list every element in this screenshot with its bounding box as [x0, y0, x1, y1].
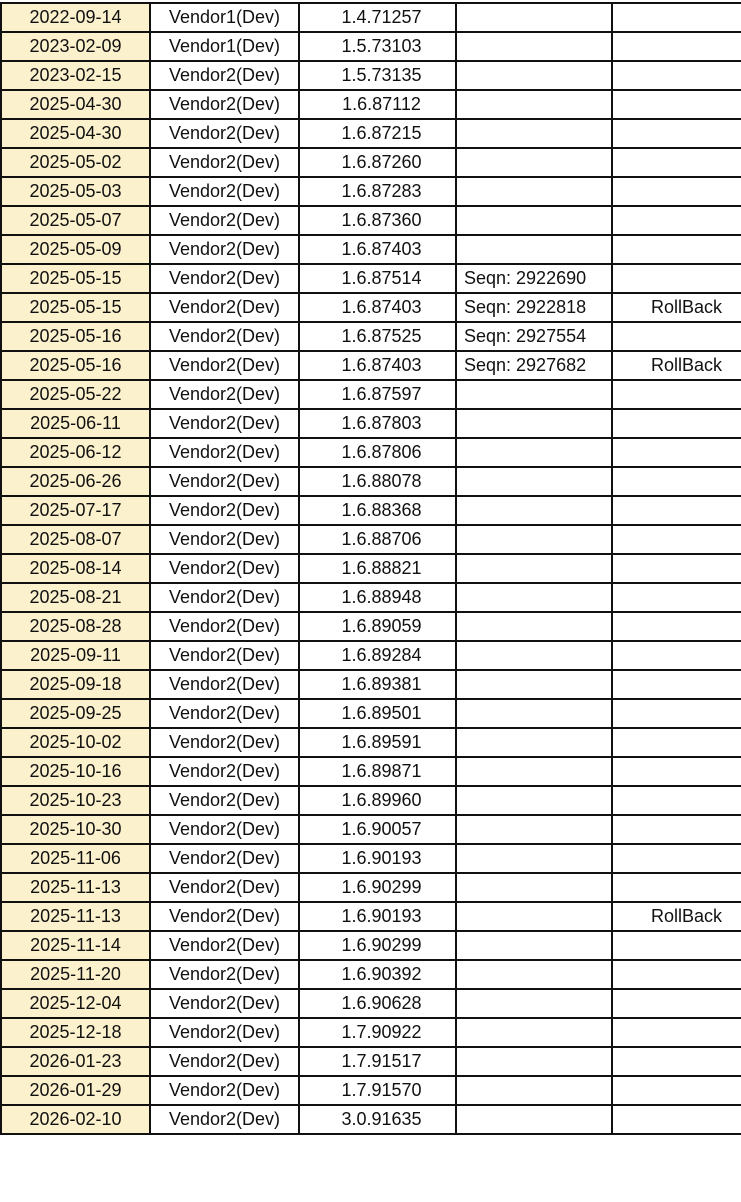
note-cell: [456, 90, 612, 119]
table-row: [1, 931, 741, 960]
table-row: [1, 612, 741, 641]
version-cell: 1.6.90193: [299, 844, 456, 873]
version-cell: 1.5.73103: [299, 32, 456, 61]
table-row: [1, 322, 741, 351]
version-cell: 1.7.91517: [299, 1047, 456, 1076]
flag-cell: [612, 931, 741, 960]
flag-cell: [612, 612, 741, 641]
flag-cell: [612, 235, 741, 264]
flag-cell: RollBack: [612, 351, 741, 380]
vendor-cell: Vendor2(Dev): [150, 1018, 299, 1047]
version-cell: 1.6.87112: [299, 90, 456, 119]
flag-cell: [612, 322, 741, 351]
note-cell: [456, 235, 612, 264]
date-cell: 2025-05-15: [1, 264, 150, 293]
date-cell: 2025-08-14: [1, 554, 150, 583]
version-cell: 1.6.87260: [299, 148, 456, 177]
date-cell: 2025-05-02: [1, 148, 150, 177]
table-row: [1, 786, 741, 815]
table-row: [1, 264, 741, 293]
vendor-cell: Vendor2(Dev): [150, 177, 299, 206]
flag-cell: [612, 670, 741, 699]
flag-cell: [612, 786, 741, 815]
version-cell: 1.4.71257: [299, 3, 456, 32]
note-cell: [456, 32, 612, 61]
date-cell: 2025-05-22: [1, 380, 150, 409]
flag-cell: [612, 3, 741, 32]
date-cell: 2026-01-29: [1, 1076, 150, 1105]
date-cell: 2025-12-18: [1, 1018, 150, 1047]
date-cell: 2025-08-07: [1, 525, 150, 554]
version-cell: 3.0.91635: [299, 1105, 456, 1134]
table-row: [1, 525, 741, 554]
flag-cell: [612, 264, 741, 293]
date-cell: 2025-10-30: [1, 815, 150, 844]
table-row: [1, 438, 741, 467]
date-cell: 2025-05-16: [1, 322, 150, 351]
vendor-cell: Vendor2(Dev): [150, 1105, 299, 1134]
note-cell: [456, 409, 612, 438]
version-cell: 1.6.89871: [299, 757, 456, 786]
version-cell: 1.6.88948: [299, 583, 456, 612]
vendor-cell: Vendor2(Dev): [150, 844, 299, 873]
release-table-body: [1, 3, 741, 1134]
table-row: [1, 148, 741, 177]
table-row: [1, 235, 741, 264]
vendor-cell: Vendor2(Dev): [150, 641, 299, 670]
date-cell: 2025-06-11: [1, 409, 150, 438]
flag-cell: [612, 1018, 741, 1047]
table-row: [1, 351, 741, 380]
date-cell: 2025-11-20: [1, 960, 150, 989]
version-cell: 1.6.88368: [299, 496, 456, 525]
version-cell: 1.7.91570: [299, 1076, 456, 1105]
table-row: [1, 1076, 741, 1105]
date-cell: 2025-06-26: [1, 467, 150, 496]
vendor-cell: Vendor2(Dev): [150, 1047, 299, 1076]
version-cell: 1.5.73135: [299, 61, 456, 90]
date-cell: 2025-12-04: [1, 989, 150, 1018]
version-cell: 1.6.87597: [299, 380, 456, 409]
vendor-cell: Vendor2(Dev): [150, 119, 299, 148]
date-cell: 2025-05-15: [1, 293, 150, 322]
note-cell: [456, 960, 612, 989]
flag-cell: [612, 61, 741, 90]
flag-cell: [612, 525, 741, 554]
vendor-cell: Vendor2(Dev): [150, 728, 299, 757]
flag-cell: RollBack: [612, 293, 741, 322]
version-cell: 1.6.90193: [299, 902, 456, 931]
note-cell: [456, 380, 612, 409]
table-row: [1, 3, 741, 32]
table-row: [1, 293, 741, 322]
version-cell: 1.6.88821: [299, 554, 456, 583]
date-cell: 2025-11-13: [1, 873, 150, 902]
flag-cell: [612, 467, 741, 496]
note-cell: [456, 61, 612, 90]
table-row: [1, 960, 741, 989]
note-cell: [456, 612, 612, 641]
flag-cell: [612, 989, 741, 1018]
vendor-cell: Vendor2(Dev): [150, 438, 299, 467]
table-row: [1, 699, 741, 728]
flag-cell: [612, 496, 741, 525]
version-cell: 1.6.89591: [299, 728, 456, 757]
flag-cell: [612, 32, 741, 61]
flag-cell: [612, 380, 741, 409]
flag-cell: [612, 119, 741, 148]
vendor-cell: Vendor2(Dev): [150, 264, 299, 293]
flag-cell: [612, 1047, 741, 1076]
vendor-cell: Vendor2(Dev): [150, 90, 299, 119]
vendor-cell: Vendor2(Dev): [150, 380, 299, 409]
flag-cell: [612, 90, 741, 119]
date-cell: 2025-10-23: [1, 786, 150, 815]
version-cell: 1.6.88078: [299, 467, 456, 496]
table-row: [1, 554, 741, 583]
table-row: [1, 119, 741, 148]
note-cell: Seqn: 2927682: [456, 351, 612, 380]
note-cell: [456, 1018, 612, 1047]
flag-cell: [612, 1076, 741, 1105]
date-cell: 2025-11-13: [1, 902, 150, 931]
note-cell: [456, 3, 612, 32]
vendor-cell: Vendor2(Dev): [150, 960, 299, 989]
note-cell: [456, 699, 612, 728]
date-cell: 2025-04-30: [1, 90, 150, 119]
version-cell: 1.6.87215: [299, 119, 456, 148]
date-cell: 2023-02-15: [1, 61, 150, 90]
table-row: [1, 641, 741, 670]
version-cell: 1.6.89381: [299, 670, 456, 699]
flag-cell: [612, 757, 741, 786]
date-cell: 2025-10-02: [1, 728, 150, 757]
table-row: [1, 757, 741, 786]
version-cell: 1.6.89284: [299, 641, 456, 670]
vendor-cell: Vendor2(Dev): [150, 931, 299, 960]
version-cell: 1.6.87403: [299, 293, 456, 322]
table-row: [1, 1105, 741, 1134]
table-row: [1, 61, 741, 90]
date-cell: 2025-04-30: [1, 119, 150, 148]
version-cell: 1.6.87514: [299, 264, 456, 293]
date-cell: 2023-02-09: [1, 32, 150, 61]
table-row: [1, 815, 741, 844]
flag-cell: [612, 728, 741, 757]
date-cell: 2025-08-28: [1, 612, 150, 641]
vendor-cell: Vendor2(Dev): [150, 148, 299, 177]
date-cell: 2025-09-18: [1, 670, 150, 699]
note-cell: [456, 177, 612, 206]
vendor-cell: Vendor2(Dev): [150, 467, 299, 496]
vendor-cell: Vendor2(Dev): [150, 1076, 299, 1105]
flag-cell: RollBack: [612, 902, 741, 931]
note-cell: [456, 583, 612, 612]
flag-cell: [612, 844, 741, 873]
version-cell: 1.6.90299: [299, 931, 456, 960]
vendor-cell: Vendor1(Dev): [150, 3, 299, 32]
vendor-cell: Vendor2(Dev): [150, 583, 299, 612]
date-cell: 2025-10-16: [1, 757, 150, 786]
version-cell: 1.6.88706: [299, 525, 456, 554]
note-cell: [456, 119, 612, 148]
table-row: [1, 467, 741, 496]
flag-cell: [612, 873, 741, 902]
note-cell: [456, 728, 612, 757]
date-cell: 2025-07-17: [1, 496, 150, 525]
flag-cell: [612, 699, 741, 728]
flag-cell: [612, 409, 741, 438]
note-cell: [456, 873, 612, 902]
table-row: [1, 380, 741, 409]
table-row: [1, 989, 741, 1018]
note-cell: Seqn: 2927554: [456, 322, 612, 351]
date-cell: 2022-09-14: [1, 3, 150, 32]
note-cell: [456, 554, 612, 583]
flag-cell: [612, 177, 741, 206]
table-row: [1, 728, 741, 757]
release-table: [0, 2, 741, 1135]
note-cell: Seqn: 2922690: [456, 264, 612, 293]
date-cell: 2025-09-25: [1, 699, 150, 728]
date-cell: 2025-11-14: [1, 931, 150, 960]
note-cell: [456, 815, 612, 844]
vendor-cell: Vendor2(Dev): [150, 699, 299, 728]
vendor-cell: Vendor2(Dev): [150, 989, 299, 1018]
vendor-cell: Vendor2(Dev): [150, 206, 299, 235]
table-row: [1, 902, 741, 931]
version-cell: 1.6.87806: [299, 438, 456, 467]
note-cell: [456, 757, 612, 786]
vendor-cell: Vendor2(Dev): [150, 902, 299, 931]
table-row: [1, 583, 741, 612]
vendor-cell: Vendor2(Dev): [150, 873, 299, 902]
note-cell: [456, 496, 612, 525]
note-cell: [456, 525, 612, 554]
version-cell: 1.6.90057: [299, 815, 456, 844]
vendor-cell: Vendor2(Dev): [150, 554, 299, 583]
table-row: [1, 1047, 741, 1076]
version-cell: 1.6.87403: [299, 235, 456, 264]
version-cell: 1.6.87283: [299, 177, 456, 206]
table-row: [1, 206, 741, 235]
vendor-cell: Vendor2(Dev): [150, 293, 299, 322]
date-cell: 2025-06-12: [1, 438, 150, 467]
date-cell: 2025-09-11: [1, 641, 150, 670]
table-row: [1, 177, 741, 206]
note-cell: [456, 931, 612, 960]
vendor-cell: Vendor2(Dev): [150, 322, 299, 351]
date-cell: 2025-11-06: [1, 844, 150, 873]
vendor-cell: Vendor2(Dev): [150, 815, 299, 844]
version-cell: 1.6.87803: [299, 409, 456, 438]
note-cell: [456, 902, 612, 931]
table-row: [1, 1018, 741, 1047]
version-cell: 1.6.87403: [299, 351, 456, 380]
note-cell: [456, 148, 612, 177]
vendor-cell: Vendor2(Dev): [150, 351, 299, 380]
version-cell: 1.6.90299: [299, 873, 456, 902]
note-cell: [456, 786, 612, 815]
table-row: [1, 670, 741, 699]
note-cell: [456, 438, 612, 467]
flag-cell: [612, 554, 741, 583]
flag-cell: [612, 438, 741, 467]
vendor-cell: Vendor2(Dev): [150, 235, 299, 264]
date-cell: 2025-05-03: [1, 177, 150, 206]
version-cell: 1.6.87360: [299, 206, 456, 235]
flag-cell: [612, 960, 741, 989]
note-cell: [456, 670, 612, 699]
note-cell: [456, 206, 612, 235]
date-cell: 2025-08-21: [1, 583, 150, 612]
date-cell: 2025-05-07: [1, 206, 150, 235]
table-row: [1, 496, 741, 525]
version-cell: 1.6.90392: [299, 960, 456, 989]
version-cell: 1.7.90922: [299, 1018, 456, 1047]
table-row: [1, 32, 741, 61]
date-cell: 2025-05-16: [1, 351, 150, 380]
date-cell: 2026-01-23: [1, 1047, 150, 1076]
version-cell: 1.6.87525: [299, 322, 456, 351]
vendor-cell: Vendor2(Dev): [150, 496, 299, 525]
flag-cell: [612, 1105, 741, 1134]
flag-cell: [612, 815, 741, 844]
version-cell: 1.6.89501: [299, 699, 456, 728]
flag-cell: [612, 641, 741, 670]
note-cell: Seqn: 2922818: [456, 293, 612, 322]
vendor-cell: Vendor2(Dev): [150, 61, 299, 90]
vendor-cell: Vendor2(Dev): [150, 786, 299, 815]
vendor-cell: Vendor2(Dev): [150, 409, 299, 438]
note-cell: [456, 1105, 612, 1134]
table-row: [1, 90, 741, 119]
flag-cell: [612, 206, 741, 235]
table-row: [1, 873, 741, 902]
note-cell: [456, 1047, 612, 1076]
date-cell: 2025-05-09: [1, 235, 150, 264]
vendor-cell: Vendor2(Dev): [150, 757, 299, 786]
table-row: [1, 409, 741, 438]
note-cell: [456, 989, 612, 1018]
note-cell: [456, 1076, 612, 1105]
flag-cell: [612, 148, 741, 177]
vendor-cell: Vendor2(Dev): [150, 670, 299, 699]
flag-cell: [612, 583, 741, 612]
version-cell: 1.6.90628: [299, 989, 456, 1018]
vendor-cell: Vendor2(Dev): [150, 612, 299, 641]
version-cell: 1.6.89059: [299, 612, 456, 641]
vendor-cell: Vendor1(Dev): [150, 32, 299, 61]
note-cell: [456, 641, 612, 670]
version-cell: 1.6.89960: [299, 786, 456, 815]
date-cell: 2026-02-10: [1, 1105, 150, 1134]
vendor-cell: Vendor2(Dev): [150, 525, 299, 554]
note-cell: [456, 467, 612, 496]
table-row: [1, 844, 741, 873]
note-cell: [456, 844, 612, 873]
